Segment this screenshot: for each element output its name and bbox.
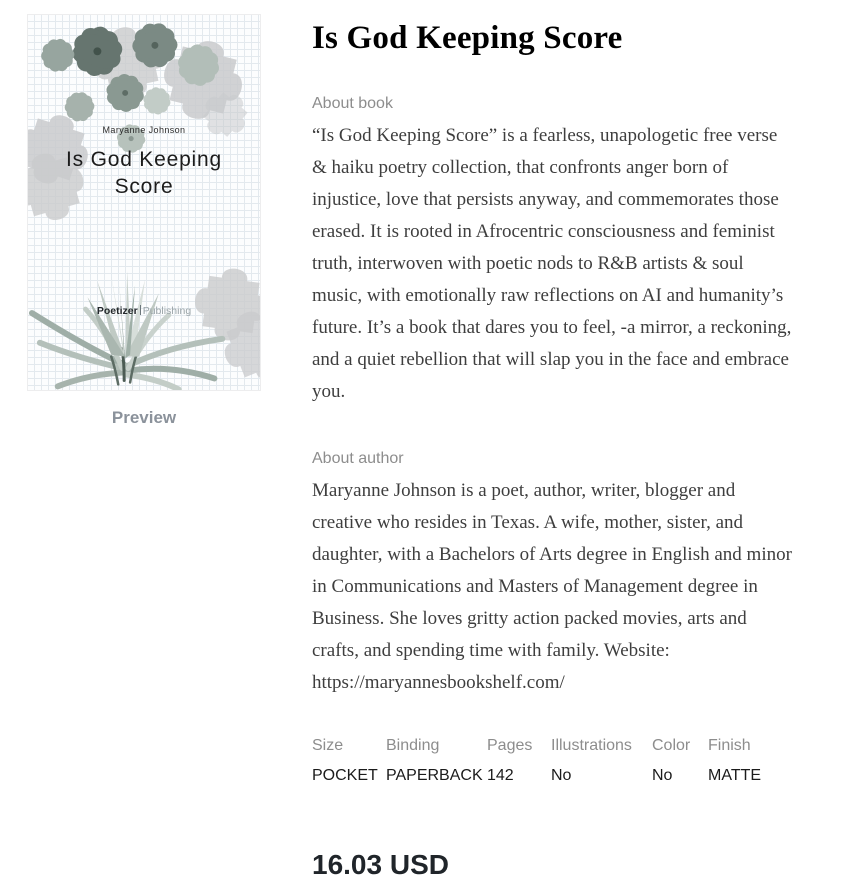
cover-title-line1: Is God Keeping (66, 148, 222, 171)
product-details (312, 0, 802, 881)
spec-binding-label: Binding (386, 737, 440, 754)
book-cover-image (27, 14, 261, 391)
cover-title (28, 146, 260, 200)
spec-color-label: Color (652, 737, 691, 754)
spec-color-value: No (652, 767, 673, 784)
about-book-label: About book (312, 95, 393, 112)
page-title: Is God Keeping Score (312, 20, 623, 56)
spec-pages (487, 737, 551, 785)
spec-size-label: Size (312, 737, 344, 754)
spec-binding (386, 737, 487, 785)
spec-pages-label: Pages (487, 737, 533, 754)
spec-finish-label: Finish (708, 737, 751, 754)
book-specs (312, 737, 802, 785)
publisher-name-bold: Poetizer (96, 305, 138, 317)
cover-artwork (28, 15, 260, 390)
spec-illustrations-value: No (551, 767, 572, 784)
spec-illustrations-label: Illustrations (551, 737, 632, 754)
price: 16.03 USD (312, 849, 449, 880)
spec-binding-value: PAPERBACK (386, 767, 483, 784)
publisher-divider (140, 305, 141, 315)
spec-size (312, 737, 386, 785)
spec-pages-value: 142 (487, 767, 514, 784)
cover-author-name: Maryanne Johnson (102, 125, 186, 135)
about-author-text: Maryanne Johnson is a poet, author, writer, blogger and creative who resides in Texas. A wife, mother, sister, and daughter, with a Bachelors of Arts degree in English and minor in Communications and Masters of Management degree in Business. She loves gritty action packed movies, arts and crafts, and spending time with family. Website: https://maryannesbookshelf.com/ (312, 480, 792, 693)
preview-link[interactable]: Preview (111, 408, 177, 427)
spec-color (652, 737, 708, 785)
publisher-logo (28, 305, 260, 317)
about-author-label: About author (312, 450, 404, 467)
publisher-name-light: Publishing (142, 305, 192, 317)
cover-title-line2: Score (114, 175, 174, 198)
spec-size-value: POCKET (312, 767, 378, 784)
spec-finish (708, 737, 761, 785)
spec-finish-value: MATTE (708, 767, 762, 784)
spec-illustrations (551, 737, 652, 785)
about-book-text: “Is God Keeping Score” is a fearless, unapologetic free verse & haiku poetry collection, that confronts anger born of injustice, love that persists anyway, and commemorates those erased. It is rooted in Afrocentric consciousness and feminist truth, interwoven with poetic nods to R&B artists & soul music, with emotionally raw reflections on AI and humanity’s future. It’s a book that dares you to feel, -a mirror, a reckoning, and a quiet rebellion that will slap you in the face and embrace you. (312, 125, 792, 402)
cover-column (0, 0, 312, 881)
